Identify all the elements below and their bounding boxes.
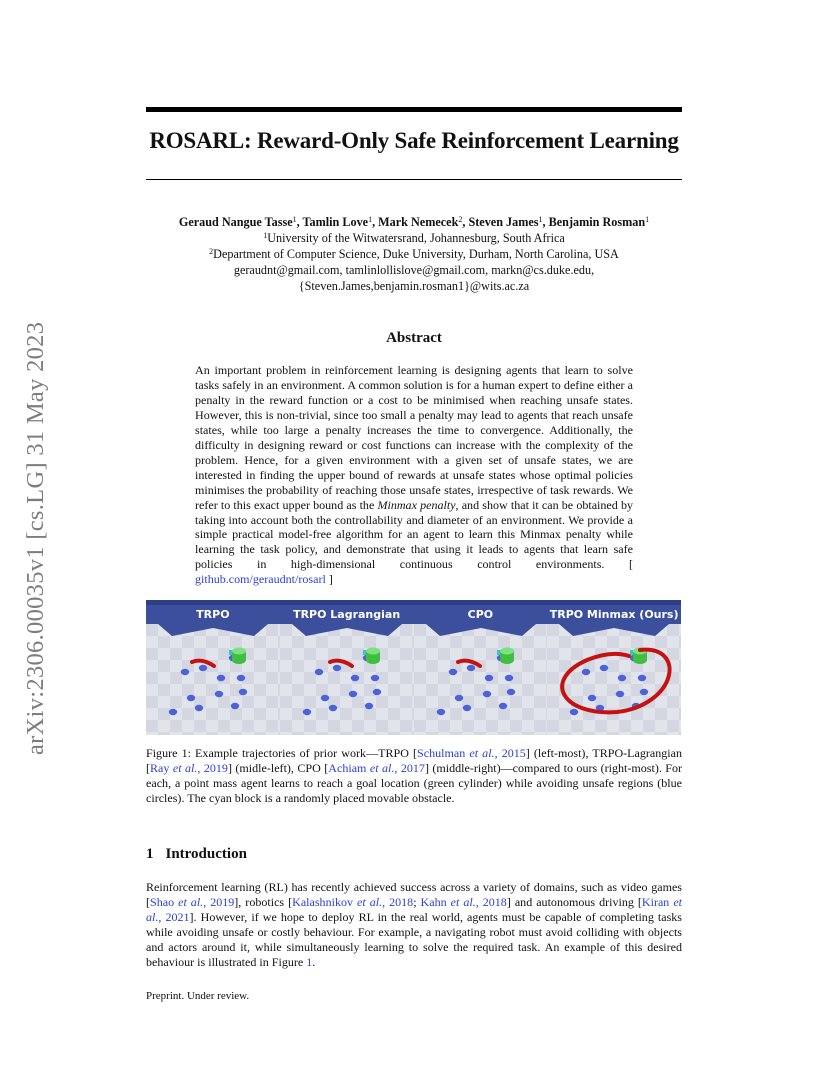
floor-tile xyxy=(559,708,571,720)
hazard-circle xyxy=(231,703,239,709)
floor-tile xyxy=(364,708,376,720)
floor-tile xyxy=(146,696,158,708)
hazard-circle xyxy=(448,669,456,675)
author-emails: geraudnt@gmail.com, tamlinlollislove@gmail.com, markn@cs.duke.edu, xyxy=(233,263,595,277)
hazard-circle xyxy=(181,669,189,675)
floor-tile xyxy=(559,636,571,648)
floor-tile xyxy=(595,720,607,732)
figure-panel-trpo-lagrangian xyxy=(280,600,414,735)
floor-tile xyxy=(498,708,510,720)
floor-tile xyxy=(146,648,158,660)
floor-tile xyxy=(254,660,266,672)
hazard-circle xyxy=(570,709,578,715)
floor-tile xyxy=(158,660,170,672)
floor-tile xyxy=(292,708,304,720)
floor-tile xyxy=(230,708,242,720)
introduction-body: Reinforcement learning (RL) has recently achieved success across a variety of domains, such as video games [Shao et al., 2019], robotics [Kalashnikov et al., 2018; Kahn et al., 2018] and autonomous driving [Kiran et al., 2021]. However, if we hope to deploy RL in the real world, agents must be capable of completing tasks while avoiding unsafe or costly behaviour. For example, a navigating robot must avoid colliding with objects and actors around it, while simultaneously learning to solve the required task. An example of this desired behaviour is illustrated in Figure 1. xyxy=(146,880,683,969)
floor-tile xyxy=(571,720,583,732)
floor-tile xyxy=(619,696,631,708)
floor-tile xyxy=(450,684,462,696)
floor-tile xyxy=(414,624,426,636)
floor-tile xyxy=(364,732,376,735)
floor-tile xyxy=(304,720,316,732)
floor-tile xyxy=(631,732,643,735)
floor-tile xyxy=(426,708,438,720)
hazard-circle xyxy=(638,675,646,681)
floor-tile xyxy=(619,720,631,732)
floor-tile xyxy=(280,672,292,684)
floor-tile xyxy=(364,636,376,648)
floor-tile xyxy=(438,720,450,732)
floor-tile xyxy=(426,660,438,672)
floor-tile xyxy=(206,708,218,720)
hazard-circle xyxy=(616,691,624,697)
floor-tile xyxy=(643,720,655,732)
floor-tile xyxy=(547,720,559,732)
hazard-circle xyxy=(373,689,381,695)
hazard-circle xyxy=(498,703,506,709)
floor-tile xyxy=(230,636,242,648)
floor-tile xyxy=(316,636,328,648)
floor-tile xyxy=(679,636,681,648)
floor-tile xyxy=(182,732,194,735)
floor-tile xyxy=(679,732,681,735)
floor-tile xyxy=(280,720,292,732)
floor-tile xyxy=(667,624,679,636)
floor-tile xyxy=(559,732,571,735)
floor-tile xyxy=(170,720,182,732)
hazard-circle xyxy=(303,709,311,715)
floor-tile xyxy=(595,672,607,684)
floor-tile xyxy=(304,672,316,684)
floor-tile xyxy=(462,672,474,684)
floor-tile xyxy=(328,672,340,684)
floor-tile xyxy=(547,648,559,660)
floor-tile xyxy=(522,660,534,672)
floor-tile xyxy=(316,732,328,735)
title-bottom-rule xyxy=(146,179,682,180)
floor-tile xyxy=(438,648,450,660)
floor-tile xyxy=(414,648,426,660)
floor-tile xyxy=(158,708,170,720)
floor-tile xyxy=(534,696,546,708)
hazard-circle xyxy=(484,675,492,681)
floor-tile xyxy=(158,636,170,648)
hazard-circle xyxy=(588,695,596,701)
hazard-circle xyxy=(169,709,177,715)
figure-1 xyxy=(146,600,681,735)
floor-tile xyxy=(400,648,412,660)
hazard-circle xyxy=(640,689,648,695)
floor-tile xyxy=(230,732,242,735)
floor-tile xyxy=(450,636,462,648)
panel-label-cpo: CPO xyxy=(467,608,494,621)
floor-tile xyxy=(426,636,438,648)
section-title-text: Introduction xyxy=(165,846,247,862)
floor-tile xyxy=(340,732,352,735)
floor-tile xyxy=(679,660,681,672)
floor-tile xyxy=(655,636,667,648)
figure-panel-trpo-minmax xyxy=(547,600,681,735)
floor-tile xyxy=(388,660,400,672)
floor-tile xyxy=(242,696,254,708)
floor-tile xyxy=(498,636,510,648)
floor-tile xyxy=(607,636,619,648)
hazard-circle xyxy=(215,691,223,697)
affiliation-duke: $^2$Department of Computer Science, Duke University, Durham, North Carolina, USA xyxy=(209,247,619,261)
hazard-circle xyxy=(351,675,359,681)
floor-tile xyxy=(388,732,400,735)
section-heading-introduction xyxy=(146,846,247,863)
floor-tile xyxy=(547,672,559,684)
floor-tile xyxy=(400,696,412,708)
floor-tile xyxy=(655,660,667,672)
floor-tile xyxy=(462,648,474,660)
hazard-circle xyxy=(195,705,203,711)
floor-tile xyxy=(280,624,292,636)
floor-tile xyxy=(510,720,522,732)
figure-1-caption: Figure 1: Example trajectories of prior work—TRPO [Schulman et al., 2015] (left-most), TRPO-Lagrangian [Ray et al., 2019] (midle-left), CPO [Achiam et al., 2017] (middle-right)—compared to ours (right-most). For each, a point mass agent learns to reach a goal location (green cylinder) while avoiding unsafe regions (blue circles). The cyan block is a randomly placed movable obstacle. xyxy=(146,746,683,805)
floor-tile xyxy=(655,732,667,735)
floor-tile xyxy=(486,648,498,660)
floor-tile xyxy=(583,732,595,735)
hazard-circle xyxy=(371,675,379,681)
floor-tile xyxy=(182,684,194,696)
floor-tile xyxy=(522,732,534,735)
floor-tile xyxy=(170,696,182,708)
wall-top-edge xyxy=(547,600,681,605)
floor-tile xyxy=(266,648,278,660)
floor-tile xyxy=(266,672,278,684)
hazard-circle xyxy=(466,665,474,671)
abstract-body: An important problem in reinforcement learning is designing agents that learn to solve tasks safely in an environment. A common solution is for a human expert to define either a penalty in the reward function or a cost to be minimised when reaching unsafe states. However, this is non-trivial, since too small a penalty may lead to agents that reach unsafe states, while too large a penalty increases the time to convergence. Additionally, the difficulty in designing reward or cost functions can increase with the complexity of the problem. Hence, for a given environment with a given set of unsafe states, we are interested in finding the upper bound of rewards at unsafe states whose optimal policies minimises the probability of reaching those unsafe states, irrespective of task rewards. We refer to this exact upper bound as the Minmax penalty, and show that it can be obtained by taking into account both the controllability and diameter of an environment. We provide a simple practical model-free algorithm for an agent to learn this Minmax penalty while learning the task policy, and demonstrate that using it leads to agents that learn safe policies in high-dimensional continuous control environments. [ github.com/geraudnt/rosarl ] xyxy=(195,363,633,587)
hazard-circle xyxy=(454,695,462,701)
floor-tile xyxy=(218,648,230,660)
floor-tile xyxy=(170,648,182,660)
footer-note: Preprint. Under review. xyxy=(146,990,250,1002)
goal-cylinder-top xyxy=(232,648,246,655)
hazard-circle xyxy=(237,675,245,681)
hazard-circle xyxy=(315,669,323,675)
hazard-circle xyxy=(329,705,337,711)
author-block xyxy=(146,214,682,294)
floor-tile xyxy=(206,636,218,648)
wall-top-edge xyxy=(280,600,414,605)
arxiv-identifier: arXiv:2306.00035v1 [cs.LG] 31 May 2023 xyxy=(22,321,49,755)
floor-tile xyxy=(522,636,534,648)
floor-tile xyxy=(414,672,426,684)
floor-tile xyxy=(571,672,583,684)
floor-tile xyxy=(254,732,266,735)
floor-tile xyxy=(450,708,462,720)
hazard-circle xyxy=(239,689,247,695)
paper-title: ROSARL: Reward-Only Safe Reinforcement Learning xyxy=(149,128,679,153)
floor-tile xyxy=(170,672,182,684)
floor-tile xyxy=(522,684,534,696)
floor-tile xyxy=(266,696,278,708)
hazard-circle xyxy=(600,665,608,671)
floor-tile xyxy=(607,660,619,672)
hazard-circle xyxy=(333,665,341,671)
floor-tile xyxy=(426,684,438,696)
floor-tile xyxy=(280,696,292,708)
panel-label-trpo: TRPO xyxy=(196,608,230,621)
figure-panel-trpo xyxy=(146,600,280,735)
panel-label-trpo-lagrangian: TRPO Lagrangian xyxy=(293,608,401,621)
floor-tile xyxy=(266,624,278,636)
floor-tile xyxy=(292,732,304,735)
floor-tile xyxy=(547,624,559,636)
floor-tile xyxy=(510,696,522,708)
floor-tile xyxy=(474,732,486,735)
hazard-circle xyxy=(321,695,329,701)
floor-tile xyxy=(474,708,486,720)
floor-tile xyxy=(218,720,230,732)
floor-tile xyxy=(328,720,340,732)
floor-tile xyxy=(388,684,400,696)
floor-tile xyxy=(218,696,230,708)
floor-tile xyxy=(242,720,254,732)
floor-tile xyxy=(146,720,158,732)
floor-tile xyxy=(304,696,316,708)
floor-tile xyxy=(388,636,400,648)
floor-tile xyxy=(438,696,450,708)
floor-tile xyxy=(316,708,328,720)
author-names: Geraud Nangue Tasse$^1$, Tamlin Love$^1$, Mark Nemecek$^2$, Steven James$^1$, Benjamin Rosman$^1$ xyxy=(178,215,650,229)
hazard-circle xyxy=(199,665,207,671)
panel-label-trpo-minmax: TRPO Minmax (Ours) xyxy=(549,608,679,621)
affiliation-witwatersrand: $^1$University of the Witwatersrand, Johannesburg, South Africa xyxy=(263,231,565,245)
floor-tile xyxy=(462,720,474,732)
floor-tile xyxy=(254,684,266,696)
floor-tile xyxy=(667,648,679,660)
floor-tile xyxy=(534,624,546,636)
floor-tile xyxy=(631,636,643,648)
goal-cylinder-top xyxy=(500,648,514,655)
goal-cylinder-top xyxy=(366,648,380,655)
floor-tile xyxy=(352,720,364,732)
hazard-circle xyxy=(436,709,444,715)
floor-tile xyxy=(388,708,400,720)
floor-tile xyxy=(146,624,158,636)
hazard-circle xyxy=(365,703,373,709)
floor-tile xyxy=(607,732,619,735)
floor-tile xyxy=(414,696,426,708)
floor-tile xyxy=(486,696,498,708)
hazard-circle xyxy=(504,675,512,681)
section-number: 1 xyxy=(146,846,154,862)
floor-tile xyxy=(414,720,426,732)
floor-tile xyxy=(498,732,510,735)
floor-tile xyxy=(534,720,546,732)
floor-tile xyxy=(583,636,595,648)
floor-tile xyxy=(583,684,595,696)
floor-tile xyxy=(292,636,304,648)
floor-tile xyxy=(254,636,266,648)
floor-tile xyxy=(266,720,278,732)
figure-panel-cpo xyxy=(414,600,548,735)
floor-tile xyxy=(522,708,534,720)
floor-tile xyxy=(426,732,438,735)
floor-tile xyxy=(400,624,412,636)
floor-tile xyxy=(655,708,667,720)
floor-tile xyxy=(376,720,388,732)
floor-tile xyxy=(158,684,170,696)
floor-tile xyxy=(352,696,364,708)
floor-tile xyxy=(292,660,304,672)
floor-tile xyxy=(194,672,206,684)
floor-tile xyxy=(340,636,352,648)
floor-tile xyxy=(206,732,218,735)
floor-tile xyxy=(534,672,546,684)
floor-tile xyxy=(667,696,679,708)
floor-tile xyxy=(254,708,266,720)
floor-tile xyxy=(280,648,292,660)
floor-tile xyxy=(679,708,681,720)
hazard-circle xyxy=(582,669,590,675)
hazard-circle xyxy=(618,675,626,681)
abstract-heading: Abstract xyxy=(386,330,442,346)
floor-tile xyxy=(194,720,206,732)
floor-tile xyxy=(474,636,486,648)
floor-tile xyxy=(194,648,206,660)
hazard-circle xyxy=(506,689,514,695)
floor-tile xyxy=(547,696,559,708)
author-emails-wits: {Steven.James,benjamin.rosman1}@wits.ac.za xyxy=(298,279,530,293)
floor-tile xyxy=(352,648,364,660)
floor-tile xyxy=(158,732,170,735)
floor-tile xyxy=(438,672,450,684)
floor-tile xyxy=(316,684,328,696)
wall-top-edge xyxy=(414,600,548,605)
floor-tile xyxy=(679,684,681,696)
hazard-circle xyxy=(187,695,195,701)
hazard-circle xyxy=(217,675,225,681)
floor-tile xyxy=(486,720,498,732)
floor-tile xyxy=(182,636,194,648)
floor-tile xyxy=(146,672,158,684)
floor-tile xyxy=(292,684,304,696)
floor-tile xyxy=(304,648,316,660)
floor-tile xyxy=(340,708,352,720)
floor-tile xyxy=(328,648,340,660)
floor-tile xyxy=(400,720,412,732)
floor-tile xyxy=(182,708,194,720)
floor-tile xyxy=(571,648,583,660)
hazard-circle xyxy=(349,691,357,697)
floor-tile xyxy=(376,696,388,708)
wall-top-edge xyxy=(146,600,280,605)
hazard-circle xyxy=(462,705,470,711)
floor-tile xyxy=(400,672,412,684)
floor-tile xyxy=(534,648,546,660)
hazard-circle xyxy=(482,691,490,697)
title-top-rule xyxy=(146,107,682,112)
floor-tile xyxy=(667,720,679,732)
floor-tile xyxy=(450,732,462,735)
